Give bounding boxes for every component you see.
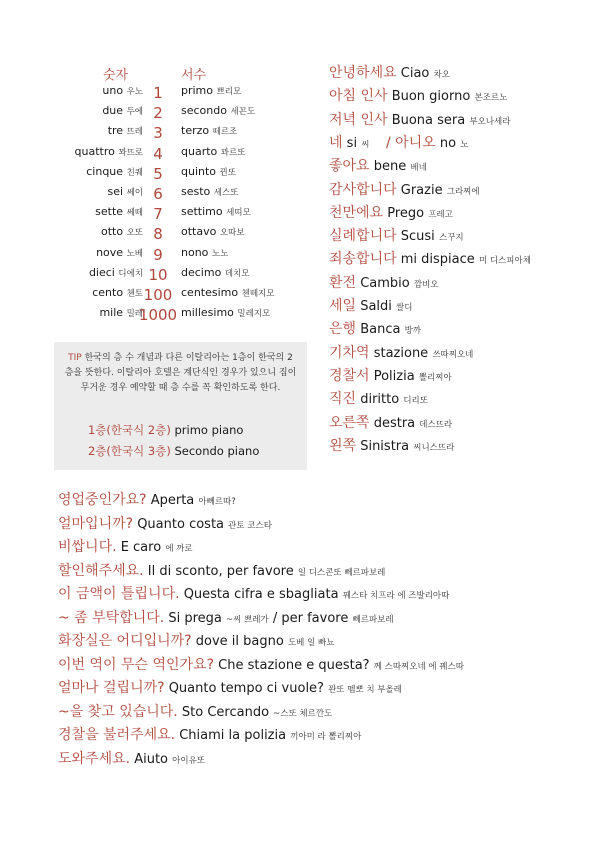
cardinal-italian: due — [102, 104, 124, 118]
phrase-italian: Sto Cercando — [181, 704, 270, 720]
phrase-item — [58, 513, 272, 533]
ordinal — [181, 124, 237, 137]
phrase-item — [58, 489, 236, 509]
ordinal-pronunciation: 오따보 — [219, 228, 245, 239]
digit: 1 — [153, 84, 163, 102]
number-row — [40, 246, 310, 266]
cardinal-pronunciation: 쎄이 — [126, 188, 143, 198]
ordinal — [181, 104, 255, 117]
phrase-italian: diritto — [360, 392, 400, 408]
phrase-item — [58, 583, 449, 603]
phrase-korean: 이 금액이 틀립니다. — [58, 586, 180, 602]
ordinal-pronunciation: 세스또 — [213, 188, 239, 198]
phrase-pronunciation: 데스뜨라 — [419, 419, 453, 430]
phrase-pronunciation: 일 디스콘또 뻬르파보레 — [297, 567, 386, 578]
phrase-pronunciation: 께 스따찌오네 에 꿰스따 — [373, 661, 464, 672]
phrase-pronunciation: 아뻬르따? — [198, 497, 236, 507]
phrase-korean: 아침 인사 — [329, 88, 388, 105]
phrase-korean: 화장실은 어디입니까? — [58, 633, 192, 649]
number-row — [40, 165, 310, 185]
digit: 100 — [143, 286, 173, 304]
ordinal-italian: ottavo — [181, 225, 217, 239]
phrase-italian: si — [346, 135, 358, 151]
number-row — [40, 185, 310, 205]
cardinal-pronunciation: 친퀘 — [126, 167, 143, 178]
phrase-italian: Sinistra — [360, 438, 410, 454]
cardinal-italian: tre — [107, 124, 124, 138]
phrase-item — [329, 342, 473, 362]
number-row — [40, 306, 310, 326]
phrase-italian: mi dispiace — [400, 252, 475, 268]
cardinal-pronunciation: 디에치 — [118, 268, 143, 279]
ordinal-italian: secondo — [181, 104, 227, 118]
phrase-italian: Banca — [360, 322, 401, 338]
cardinal-pronunciation: 밀레 — [126, 309, 143, 320]
phrase-korean: ~ 좀 부탁합니다. — [58, 609, 165, 626]
phrase-korean: 저녁 인사 — [329, 111, 388, 128]
phrase-korean: 비쌉니다. — [58, 539, 117, 555]
phrase-italian-2: no — [439, 135, 457, 151]
ordinal-italian: centesimo — [181, 286, 239, 299]
phrase-item — [329, 295, 412, 315]
ordinal-pronunciation: 떼르조 — [212, 127, 238, 138]
cardinal-italian: cento — [92, 286, 124, 299]
phrase-korean: 직진 — [329, 391, 357, 408]
phrase-korean: 죄송합니다 — [329, 251, 397, 268]
cardinal-pronunciation: 쎄떼 — [126, 208, 143, 219]
ordinal-pronunciation: 쁘리모 — [216, 87, 242, 97]
cardinal — [23, 306, 143, 319]
ordinal — [181, 286, 274, 299]
phrase-pronunciation: 도베 일 빠뇨 — [287, 638, 335, 648]
digit: 9 — [153, 245, 163, 264]
phrase-korean: ~을 찾고 있습니다. — [58, 703, 178, 720]
ordinal — [181, 84, 241, 97]
phrase-italian: Quanto costa — [137, 516, 225, 532]
cardinal-italian: sette — [95, 205, 124, 219]
phrase-italian: stazione — [373, 345, 429, 361]
floor-1-italian: primo piano — [174, 423, 244, 437]
tip-text — [64, 351, 297, 396]
cardinal-pronunciation: 뜨레 — [126, 127, 143, 138]
ordinal — [181, 246, 228, 259]
cardinal-pronunciation: 우노 — [126, 87, 143, 97]
phrase-korean: 왼쪽 — [329, 437, 357, 454]
phrase-italian: Che stazione e questa? — [218, 657, 370, 673]
phrase-item — [58, 560, 385, 580]
phrase-italian: Polizia — [373, 368, 415, 384]
phrase-korean: 도와주세요. — [58, 750, 131, 767]
phrase-item — [329, 202, 453, 222]
ordinal-italian: primo — [181, 84, 214, 97]
digit: 1000 — [138, 306, 178, 325]
phrase-item — [329, 318, 421, 338]
ordinal-pronunciation: 밀레지모 — [237, 309, 271, 320]
cardinal — [23, 104, 143, 117]
ordinal-pronunciation: 데치모 — [224, 268, 250, 279]
ordinal — [181, 306, 270, 319]
phrase-pronunciation: 스꾸지 — [438, 233, 464, 244]
phrase-item — [329, 388, 428, 408]
phrase-pronunciation: 쌀디 — [396, 303, 413, 313]
phrase-item — [58, 607, 394, 627]
floor-2 — [88, 443, 259, 459]
phrase-pronunciation: 뽈리찌아 — [418, 372, 452, 383]
phrase-pronunciation: 끼아미 라 뽈리찌아 — [290, 732, 362, 742]
cardinal — [23, 266, 143, 279]
floor-2-korean: 2층(한국식 3층) — [88, 444, 171, 458]
phrase-pronunciation: 쓰따찌오네 — [432, 349, 474, 360]
phrase-italian: Buona sera — [391, 112, 466, 128]
phrase-item — [329, 225, 464, 245]
phrase-item — [329, 365, 452, 385]
phrase-item — [329, 435, 454, 455]
phrase-item — [329, 85, 507, 105]
phrase-italian-2: / per favore — [272, 610, 349, 626]
phrase-italian: Il di sconto, per favore — [147, 563, 294, 579]
ordinal-pronunciation: 세띠모 — [226, 208, 251, 219]
digit: 7 — [153, 205, 163, 224]
digit: 3 — [153, 124, 163, 143]
phrase-italian: Chiami la polizia — [179, 728, 287, 743]
phrase-pronunciation: 프레고 — [428, 209, 453, 220]
ordinal-pronunciation: 첸떼지모 — [241, 289, 275, 299]
cardinal — [23, 225, 143, 238]
phrase-korean: 은행 — [329, 321, 357, 338]
digit: 4 — [153, 144, 163, 163]
ordinal-pronunciation: 꽈르또 — [220, 147, 246, 158]
cardinal — [23, 145, 143, 158]
tip-box — [54, 342, 307, 470]
ordinal-italian: quarto — [181, 144, 218, 158]
cardinal-italian: quattro — [74, 144, 115, 158]
number-row — [40, 266, 310, 286]
ordinal-pronunciation: 세꼰도 — [230, 107, 256, 118]
ordinal — [181, 266, 249, 279]
phrase-item — [58, 724, 361, 744]
phrase-pronunciation: ~스또 체르깐도 — [273, 708, 333, 719]
number-row — [40, 145, 310, 165]
phrase-italian: Scusi — [400, 229, 435, 245]
phrase-italian: Si prega — [168, 610, 222, 626]
phrase-italian: Prego — [387, 205, 425, 221]
ordinal-pronunciation: 노노 — [211, 248, 229, 259]
ordinal — [181, 145, 245, 158]
phrase-korean: 영업중인가요? — [58, 492, 147, 508]
phrase-italian: dove il bagno — [195, 634, 284, 649]
phrase-item — [329, 109, 510, 129]
phrase-italian: Quanto tempo ci vuole? — [168, 681, 324, 696]
cardinal — [23, 185, 143, 198]
ordinal — [181, 205, 251, 218]
digit: 5 — [153, 164, 163, 183]
ordinal-header: 서수 — [181, 68, 207, 83]
phrase-item — [58, 701, 332, 721]
cardinal — [23, 165, 143, 178]
phrase-pronunciation: 그라찌에 — [446, 186, 480, 197]
number-row — [40, 124, 310, 144]
phrase-item — [58, 536, 193, 556]
phrase-item — [58, 654, 464, 674]
phrase-italian: Aiuto — [134, 751, 169, 767]
phrase-pronunciation: 부오나세라 — [469, 116, 511, 127]
phrase-italian: Grazie — [400, 182, 443, 198]
phrase-korean: 경찰서 — [329, 367, 370, 384]
phrase-korean: 이번 역이 무슨 역인가요? — [58, 656, 215, 673]
phrase-pronunciation-2: 노 — [460, 139, 469, 150]
phrase-pronunciation: 본조르노 — [474, 93, 508, 104]
phrase-korean: 할인해주세요. — [58, 562, 144, 579]
phrase-italian: destra — [373, 415, 416, 431]
phrase-pronunciation: 아이유또 — [172, 755, 206, 766]
cardinal — [23, 246, 143, 259]
ordinal — [181, 185, 238, 198]
phrase-pronunciation: 관토 코스타 — [228, 520, 272, 531]
ordinal-italian: sesto — [181, 185, 211, 198]
cardinal-pronunciation: 오또 — [126, 228, 143, 239]
phrase-italian: Ciao — [400, 66, 430, 81]
phrase-korean: 실례합니다 — [329, 228, 397, 245]
digit: 2 — [153, 104, 163, 123]
phrase-pronunciation: 베네 — [410, 163, 427, 174]
phrase-korean: 좋아요 — [329, 158, 370, 175]
phrase-italian: Questa cifra e sbagliata — [183, 587, 339, 602]
phrase-pronunciation: 깜비오 — [413, 279, 439, 290]
phrase-pronunciation: 씨 — [361, 139, 370, 150]
tip-label: TIP — [68, 353, 82, 363]
phrase-korean-2: / 아니오 — [385, 134, 436, 151]
phrase-korean: 얼마입니까? — [58, 515, 134, 532]
phrase-korean: 환전 — [329, 274, 357, 291]
phrase-pronunciation: 꽌또 뗌뽀 치 부올레 — [328, 685, 402, 695]
phrase-item — [329, 132, 468, 152]
phrase-italian: Buon giorno — [391, 89, 471, 105]
cardinal-italian: nove — [96, 245, 124, 259]
ordinal-italian: quinto — [181, 164, 217, 178]
phrase-italian: Aperta — [150, 493, 195, 508]
phrase-pronunciation: 방까 — [404, 326, 422, 337]
phrase-korean: 기차역 — [329, 344, 370, 361]
cardinal — [23, 286, 143, 299]
cardinal-italian: cinque — [86, 164, 124, 178]
ordinal-italian: decimo — [181, 265, 222, 279]
phrase-korean: 네 — [329, 134, 343, 151]
tip-body: 한국의 층 수 개념과 다른 이탈리아는 1층이 한국의 2층을 뜻한다. 이탈리아 호텔은 계단식인 경우가 있으니 짐이 무거운 경우 예약할 때 층 수를 꼭 확인하도록 한다. — [64, 353, 297, 393]
phrase-pronunciation: 꿰스타 치프라 에 즈발리아따 — [342, 591, 450, 601]
digit: 8 — [153, 225, 163, 244]
number-row — [40, 286, 310, 306]
cardinal-italian: otto — [100, 225, 124, 239]
cardinal-pronunciation: 두에 — [126, 107, 143, 118]
digit: 6 — [153, 185, 163, 203]
ordinal-pronunciation: 뀐또 — [219, 167, 236, 178]
phrase-pronunciation: 미 디스피아체 — [478, 256, 531, 267]
floor-1 — [88, 422, 243, 438]
phrase-item — [58, 630, 334, 650]
phrase-korean: 감사합니다 — [329, 181, 397, 198]
phrase-korean: 경찰을 불러주세요. — [58, 727, 176, 743]
digit: 10 — [148, 265, 168, 284]
cardinal-pronunciation: 첸토 — [126, 289, 143, 299]
number-row — [40, 225, 310, 245]
cardinal-italian: uno — [102, 84, 124, 97]
cardinal-italian: sei — [107, 185, 124, 198]
cardinal-header: 숫자 — [103, 68, 129, 83]
phrase-korean: 천만에요 — [329, 204, 384, 221]
cardinal — [23, 124, 143, 137]
ordinal-italian: nono — [181, 245, 209, 259]
number-row — [40, 104, 310, 124]
phrase-pronunciation: 에 까로 — [165, 544, 193, 554]
cardinal — [23, 205, 143, 218]
floor-2-italian: Secondo piano — [174, 444, 260, 458]
cardinal — [23, 84, 143, 97]
phrase-italian: bene — [373, 159, 407, 175]
cardinal-pronunciation: 노베 — [126, 248, 143, 259]
phrase-pronunciation-2: 뻬르파보레 — [352, 614, 394, 625]
ordinal-italian: millesimo — [181, 306, 234, 320]
phrase-italian: Cambio — [360, 275, 410, 291]
phrase-pronunciation: 차오 — [433, 70, 450, 80]
phrase-korean: 오른쪽 — [329, 414, 370, 431]
phrase-korean: 세일 — [329, 298, 357, 314]
floor-1-korean: 1층(한국식 2층) — [88, 423, 171, 437]
phrase-italian: Saldi — [360, 299, 392, 314]
phrase-item — [329, 155, 427, 175]
phrase-item — [329, 248, 531, 268]
ordinal — [181, 165, 236, 178]
phrase-item — [329, 272, 439, 292]
phrase-pronunciation: ~씨 쁘레가 — [226, 614, 269, 625]
phrase-item — [329, 412, 452, 432]
ordinal-italian: settimo — [181, 205, 223, 219]
phrase-korean: 얼마나 걸립니까? — [58, 680, 165, 696]
ordinal — [181, 225, 244, 238]
phrase-pronunciation: 디리또 — [403, 396, 428, 407]
number-row — [40, 84, 310, 104]
phrase-italian: E caro — [120, 540, 162, 555]
phrase-item — [58, 748, 205, 768]
ordinal-italian: terzo — [181, 124, 210, 138]
phrase-item — [329, 62, 450, 82]
cardinal-pronunciation: 꽈뜨로 — [118, 147, 143, 158]
cardinal-italian: dieci — [88, 265, 115, 279]
phrase-item — [329, 179, 480, 199]
phrase-item — [58, 677, 402, 697]
phrase-korean: 안녕하세요 — [329, 65, 397, 81]
cardinal-italian: mile — [99, 306, 124, 320]
number-row — [40, 205, 310, 225]
phrase-pronunciation: 씨니스뜨라 — [413, 442, 455, 453]
